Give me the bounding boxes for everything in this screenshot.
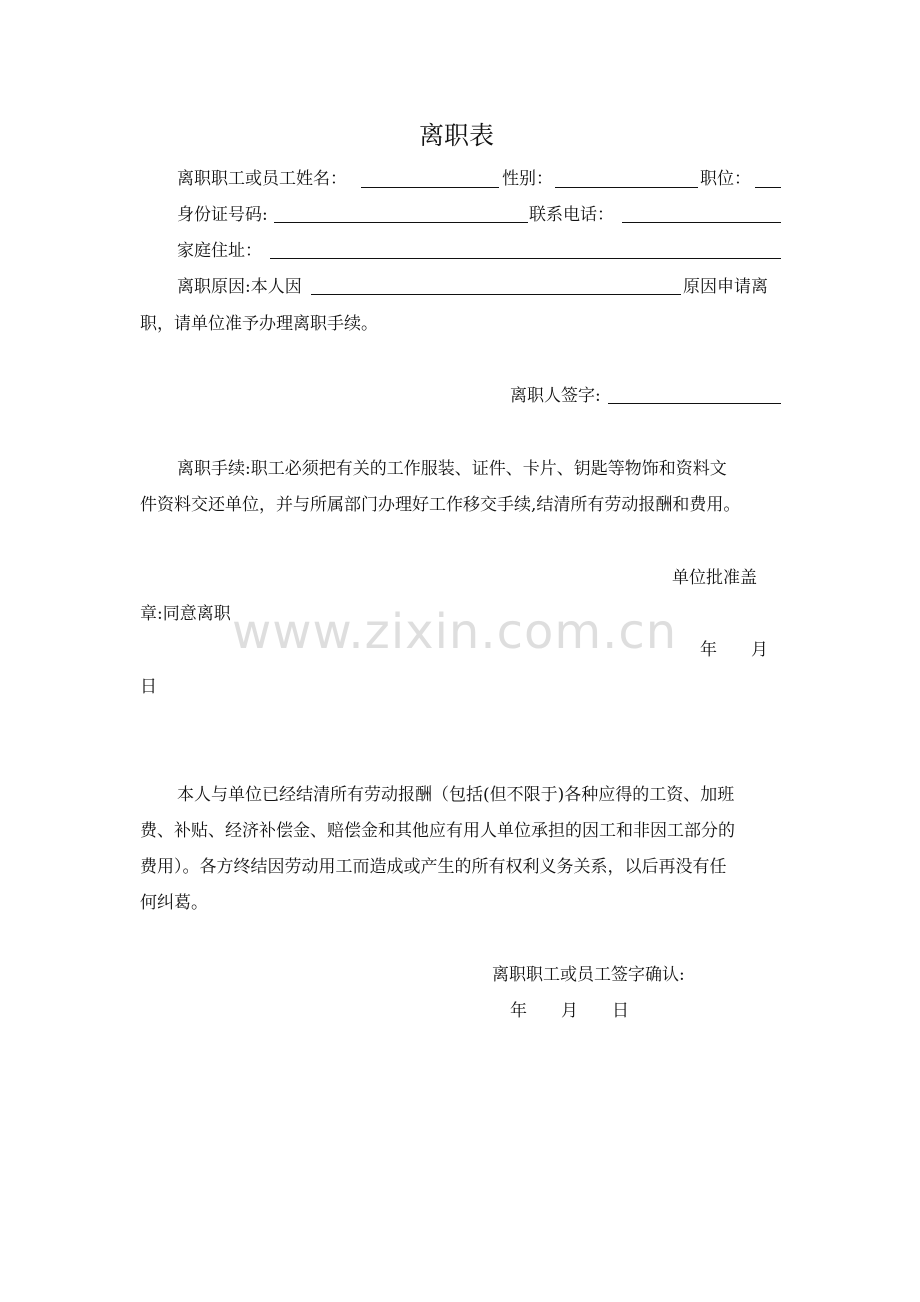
reason-field[interactable] (311, 294, 681, 295)
procedure-line1: 离职手续:职工必须把有关的工作服装、证件、卡片、钥匙等物饰和资料文 (177, 459, 727, 479)
reason-line2: 职，请单位准予办理离职手续。 (140, 314, 378, 334)
position-label: 职位： (700, 169, 751, 189)
watermark: www.zixin.com.cn (232, 604, 678, 660)
approval-day: 日 (140, 677, 157, 697)
confirm-label: 离职职工或员工签字确认: (492, 965, 685, 985)
statement-line1: 本人与单位已经结清所有劳动报酬（包括(但不限于)各种应得的工资、加班 (177, 785, 735, 805)
employee-name-label: 离职职工或员工姓名： (177, 169, 347, 189)
reason-prefix: 离职原因:本人因 (177, 277, 302, 297)
statement-line2: 费、补贴、经济补偿金、赔偿金和其他应有用人单位承担的因工和非因工部分的 (140, 821, 735, 841)
signature-label: 离职人签字: (510, 386, 601, 406)
phone-label: 联系电话： (529, 205, 614, 225)
employee-name-field[interactable] (361, 187, 499, 188)
position-field[interactable] (755, 187, 781, 188)
address-field[interactable] (270, 258, 781, 259)
approval-line2: 章:同意离职 (140, 604, 231, 624)
procedure-line2: 件资料交还单位，并与所属部门办理好工作移交手续,结清所有劳动报酬和费用。 (140, 495, 741, 515)
id-number-field[interactable] (274, 222, 528, 223)
signature-field[interactable] (608, 403, 781, 404)
reason-suffix: 原因申请离 (683, 277, 768, 297)
statement-line4: 何纠葛。 (140, 893, 208, 913)
approval-year-month: 年 月 (700, 640, 768, 660)
confirm-date: 年 月 日 (510, 1001, 629, 1021)
phone-field[interactable] (622, 222, 781, 223)
address-label: 家庭住址： (177, 241, 262, 261)
gender-label: 性别： (502, 169, 553, 189)
gender-field[interactable] (555, 187, 698, 188)
statement-line3: 费用）。各方终结因劳动用工而造成或产生的所有权利义务关系，以后再没有任 (140, 857, 727, 877)
approval-line1: 单位批准盖 (672, 568, 757, 588)
id-number-label: 身份证号码: (177, 205, 268, 225)
page-title: 离职表 (419, 121, 495, 150)
